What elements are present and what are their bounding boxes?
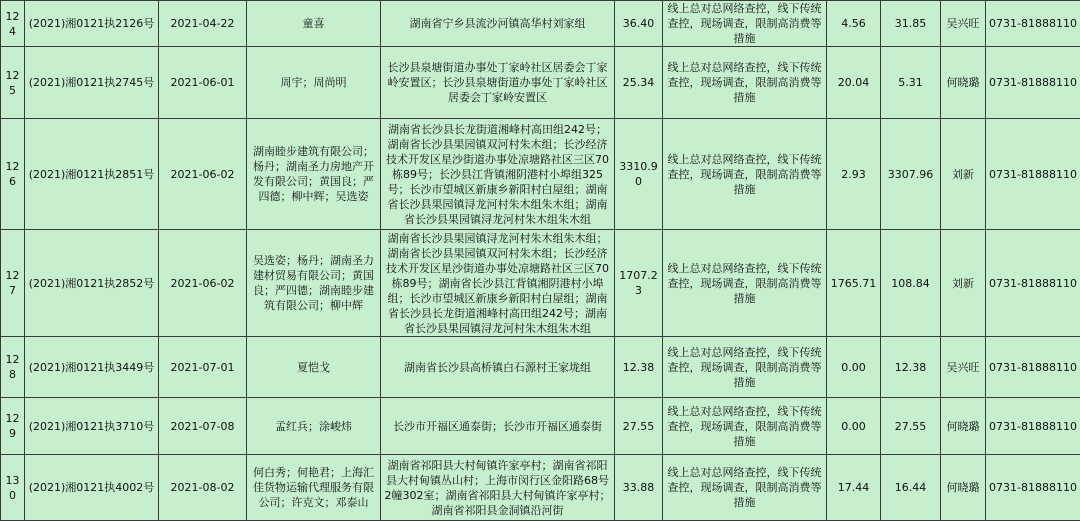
table-row (1, 230, 1080, 337)
contact-phone: 0731-81888110 (986, 398, 1080, 455)
row-index: 126 (1, 119, 25, 230)
table-row (1, 47, 1080, 119)
party-address: 湖南省长沙县果园镇浔龙河村朱木组朱木组；湖南省长沙县果园镇双河村朱木组；长沙经济技术开发区星沙街道办事处凉塘路社区三区70栋89号；湖南省长沙县江背镇湘阴港村小埠组；长沙市望城区新康乡新阳村白屋组；湖南省长沙县长龙街道湘峰村高田组242号；湖南省长沙县果园镇浔龙河村朱木组朱木组 (381, 230, 615, 337)
filing-date: 2021-07-08 (159, 398, 247, 455)
party-names: 周宇；周尚明 (247, 47, 381, 119)
enforcement-measures: 线上总对总网络查控，线下传统查控，现场调查，限制高消费等措施 (663, 455, 827, 521)
party-names: 吴选姿；杨丹；湖南圣力建材贸易有限公司；黄国良；严四德；湖南睦步建筑有限公司；柳中辉 (247, 230, 381, 337)
case-number: (2021)湘0121执2852号 (25, 230, 159, 337)
enforcement-measures: 线上总对总网络查控，线下传统查控，现场调查，限制高消费等措施 (663, 230, 827, 337)
amount-paid: 17.44 (827, 455, 881, 521)
amount-owed: 36.40 (615, 1, 663, 47)
table-body (1, 1, 1080, 521)
enforcement-measures: 线上总对总网络查控，线下传统查控，现场调查，限制高消费等措施 (663, 1, 827, 47)
row-index: 125 (1, 47, 25, 119)
judge-name: 何晓璐 (941, 398, 986, 455)
row-index: 124 (1, 1, 25, 47)
amount-owed: 25.34 (615, 47, 663, 119)
amount-paid: 1765.71 (827, 230, 881, 337)
filing-date: 2021-08-02 (159, 455, 247, 521)
amount-unpaid: 5.31 (881, 47, 941, 119)
judge-name: 何晓璐 (941, 47, 986, 119)
contact-phone: 0731-81888110 (986, 337, 1080, 398)
party-names: 孟红兵；涂峻炜 (247, 398, 381, 455)
case-number: (2021)湘0121执2745号 (25, 47, 159, 119)
amount-paid: 0.00 (827, 398, 881, 455)
amount-owed: 1707.23 (615, 230, 663, 337)
amount-unpaid: 16.44 (881, 455, 941, 521)
case-number: (2021)湘0121执4002号 (25, 455, 159, 521)
filing-date: 2021-07-01 (159, 337, 247, 398)
contact-phone: 0731-81888110 (986, 455, 1080, 521)
amount-owed: 27.55 (615, 398, 663, 455)
party-address: 湖南省长沙县长龙街道湘峰村高田组242号；湖南省长沙县果园镇双河村朱木组；长沙经济技术开发区星沙街道办事处凉塘路社区三区70栋89号；长沙县江背镇湘阴港村小埠组325号；长沙市望城区新康乡新阳村白屋组；湖南省长沙县果园镇浔龙河村朱木组朱木组；湖南省长沙县果园镇浔龙河村朱木组朱木组 (381, 119, 615, 230)
amount-paid: 4.56 (827, 1, 881, 47)
table-row (1, 119, 1080, 230)
case-number: (2021)湘0121执3710号 (25, 398, 159, 455)
party-names: 童喜 (247, 1, 381, 47)
enforcement-measures: 线上总对总网络查控，线下传统查控，现场调查，限制高消费等措施 (663, 47, 827, 119)
amount-unpaid: 3307.96 (881, 119, 941, 230)
case-number: (2021)湘0121执2851号 (25, 119, 159, 230)
judge-name: 吴兴旺 (941, 337, 986, 398)
filing-date: 2021-06-01 (159, 47, 247, 119)
amount-paid: 2.93 (827, 119, 881, 230)
case-number: (2021)湘0121执3449号 (25, 337, 159, 398)
table-row (1, 337, 1080, 398)
enforcement-measures: 线上总对总网络查控，线下传统查控，现场调查，限制高消费等措施 (663, 119, 827, 230)
judge-name: 刘新 (941, 230, 986, 337)
amount-paid: 20.04 (827, 47, 881, 119)
filing-date: 2021-06-02 (159, 230, 247, 337)
contact-phone: 0731-81888110 (986, 47, 1080, 119)
party-address: 湖南省祁阳县大村甸镇许家亭村；湖南省祁阳县大村甸镇丛山村；上海市闵行区金阳路68号2幢302室；湖南省祁阳县大村甸镇许家亭村；湖南省祁阳县金洞镇沿河街 (381, 455, 615, 521)
amount-owed: 12.38 (615, 337, 663, 398)
table-row (1, 455, 1080, 521)
row-index: 129 (1, 398, 25, 455)
party-names: 何白秀；何艳君；上海汇佳货物运输代理服务有限公司；许克文；邓泰山 (247, 455, 381, 521)
contact-phone: 0731-81888110 (986, 119, 1080, 230)
party-address: 长沙市开福区通泰街；长沙市开福区通泰街 (381, 398, 615, 455)
amount-unpaid: 108.84 (881, 230, 941, 337)
judge-name: 吴兴旺 (941, 1, 986, 47)
amount-paid: 0.00 (827, 337, 881, 398)
enforcement-measures: 线上总对总网络查控，线下传统查控，现场调查，限制高消费等措施 (663, 398, 827, 455)
table-row (1, 1, 1080, 47)
amount-unpaid: 31.85 (881, 1, 941, 47)
table-row (1, 398, 1080, 455)
party-address: 长沙县泉塘街道办事处丁家岭社区居委会丁家岭安置区；长沙县泉塘街道办事处丁家岭社区居委会丁家岭安置区 (381, 47, 615, 119)
amount-unpaid: 12.38 (881, 337, 941, 398)
amount-unpaid: 27.55 (881, 398, 941, 455)
amount-owed: 33.88 (615, 455, 663, 521)
contact-phone: 0731-81888110 (986, 230, 1080, 337)
party-address: 湖南省长沙县高桥镇白石源村王家垅组 (381, 337, 615, 398)
party-names: 夏恺戈 (247, 337, 381, 398)
judge-name: 刘新 (941, 119, 986, 230)
row-index: 127 (1, 230, 25, 337)
party-address: 湖南省宁乡县流沙河镇高华村刘家组 (381, 1, 615, 47)
row-index: 128 (1, 337, 25, 398)
row-index: 130 (1, 455, 25, 521)
amount-owed: 3310.90 (615, 119, 663, 230)
filing-date: 2021-06-02 (159, 119, 247, 230)
filing-date: 2021-04-22 (159, 1, 247, 47)
enforcement-measures: 线上总对总网络查控，线下传统查控，现场调查，限制高消费等措施 (663, 337, 827, 398)
case-number: (2021)湘0121执2126号 (25, 1, 159, 47)
party-names: 湖南睦步建筑有限公司；杨丹；湖南圣力房地产开发有限公司；黄国良；严四德；柳中辉；吴选姿 (247, 119, 381, 230)
contact-phone: 0731-81888110 (986, 1, 1080, 47)
judge-name: 何晓璐 (941, 455, 986, 521)
